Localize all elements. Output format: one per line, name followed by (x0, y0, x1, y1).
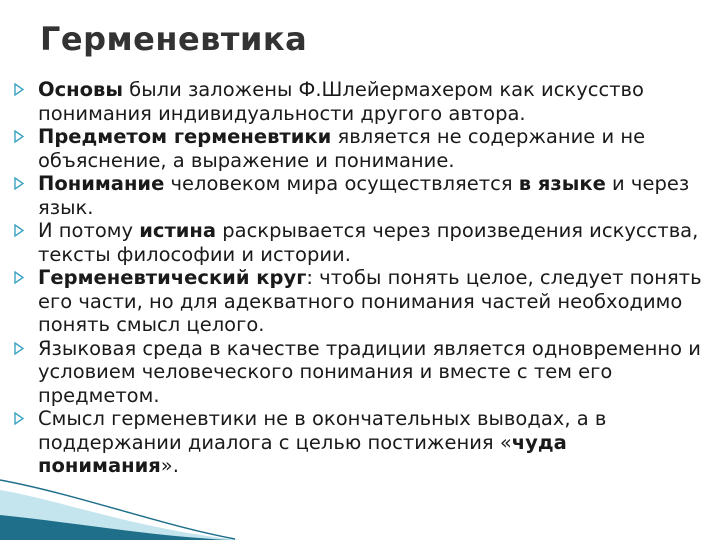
bullet-text-segment: Смысл герменевтики не в окончательных выводах, а в поддержании диалога с целью постижения « (38, 407, 607, 454)
bullet-text-bold-segment: чуда понимания (38, 430, 567, 477)
bullet-text-segment: Языковая среда в качестве традиции является одновременно и условием человеческого понимания и вместе с тем его предметом. (38, 336, 701, 407)
bullet-item (14, 78, 714, 125)
bullet-text (38, 78, 644, 125)
bullet-text (38, 172, 689, 219)
bullet-text-bold-segment: Герменевтический круг (38, 266, 307, 289)
corner-wave-decoration (0, 460, 240, 540)
bullet-text (38, 125, 645, 172)
bullet-list (14, 78, 714, 478)
bullet-text-bold-segment: в языке (518, 172, 606, 195)
bullet-item (14, 337, 714, 408)
bullet-item (14, 219, 714, 266)
bullet-text-bold-segment: истина (139, 219, 217, 242)
bullet-text-bold-segment: Предметом герменевтики (38, 125, 332, 148)
bullet-item (14, 172, 714, 219)
bullet-text (38, 219, 698, 266)
bullet-text-segment: были заложены Ф.Шлейермахером как искусство понимания индивидуальности другого автора. (38, 78, 644, 125)
bullet-item (14, 266, 714, 337)
triangle-bullet-icon (14, 342, 24, 355)
triangle-bullet-icon (14, 83, 24, 96)
bullet-text-segment: И потому (38, 219, 140, 242)
bullet-text (38, 266, 702, 336)
triangle-bullet-icon (14, 412, 24, 425)
slide-title: Герменевтика (40, 20, 308, 58)
bullet-text-segment: раскрывается через произведения искусства, тексты философии и истории. (38, 219, 699, 266)
bullet-text-segment: является не содержание и не объяснение, а выражение и понимание. (38, 125, 646, 172)
bullet-text-segment: : чтобы понять целое, следует понять его части, но для адекватного понимания частей необходимо понять смысл целого. (38, 266, 702, 336)
bullet-text-bold-segment: Основы (38, 78, 123, 101)
bullet-text (38, 337, 701, 407)
triangle-bullet-icon (14, 177, 24, 190)
triangle-bullet-icon (14, 271, 24, 284)
triangle-bullet-icon (14, 224, 24, 237)
bullet-text-bold-segment: Понимание (38, 172, 165, 195)
bullet-item (14, 125, 714, 172)
bullet-text-segment: и через язык. (38, 172, 690, 219)
bullet-text-segment: человеком мира осуществляется (164, 172, 519, 195)
triangle-bullet-icon (14, 130, 24, 143)
bullet-text-segment: ». (160, 454, 179, 477)
